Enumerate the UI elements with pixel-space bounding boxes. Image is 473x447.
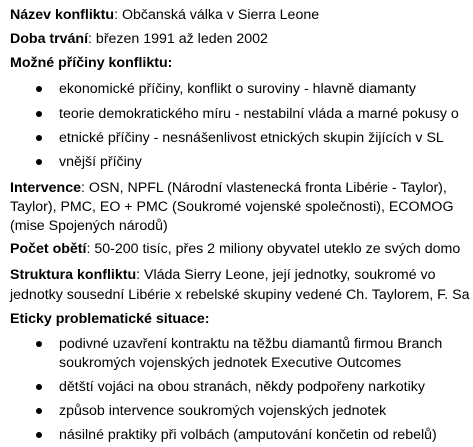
ethics-item-line: způsob intervence soukromých vojenských jednotek — [59, 403, 387, 419]
structure-label: Struktura konfliktu — [10, 267, 137, 283]
structure-line-1 — [10, 265, 436, 285]
cause-item: etnické příčiny - nesnášenlivost etnických skupin žijících v SL — [59, 130, 444, 146]
ethics-item-line: dětští vojáci na obou stranách, někdy podpořeny narkotiky — [59, 379, 425, 395]
cause-item: teorie demokratického míru - nestabilní vláda a marné pokusy o — [59, 106, 459, 122]
casualties-label: Počet obětí — [10, 241, 87, 257]
intervention-value: : OSN, NPFL (Národní vlastenecká fronta Libérie - Taylor), — [80, 180, 447, 196]
bullet-icon — [36, 135, 42, 141]
ethics-item-line: násilné praktiky při volbách (amputování končetin od rebelů) — [59, 427, 437, 443]
bullet-icon — [36, 159, 42, 165]
bullet-icon — [36, 384, 42, 390]
casualties-value: : 50-200 tisíc, přes 2 miliony obyvatel uteklo ze svých domo — [86, 241, 461, 257]
bullet-icon — [36, 408, 42, 414]
intervention-line-3: (mise Spojených národů) — [10, 218, 168, 234]
casualties-line — [10, 239, 460, 259]
bullet-icon — [36, 432, 42, 438]
structure-value: : Vláda Sierry Leone, její jednotky, soukromé vo — [136, 267, 436, 283]
intervention-line-2: Taylor), PMC, EO + PMC (Soukromé vojenské společnosti), ECOMOG — [10, 199, 454, 215]
ethics-heading: Eticky problematické situace: — [10, 311, 210, 327]
conflict-name-label: Název konfliktu — [10, 7, 115, 23]
intervention-label: Intervence — [10, 180, 81, 196]
conflict-name-value: : Občanská válka v Sierra Leone — [114, 7, 320, 23]
causes-heading: Možné příčiny konfliktu: — [10, 55, 173, 71]
conflict-name-line — [10, 5, 319, 25]
bullet-icon — [36, 341, 42, 347]
bullet-icon — [36, 111, 42, 117]
ethics-item-line: soukromých vojenských jednotek Executive Outcomes — [59, 355, 402, 371]
cause-item: vnější příčiny — [59, 154, 142, 170]
duration-line — [10, 29, 268, 49]
cause-item: ekonomické příčiny, konflikt o suroviny - hlavně diamanty — [59, 81, 416, 97]
duration-value: : březen 1991 až leden 2002 — [88, 31, 268, 47]
intervention-line-1 — [10, 178, 447, 198]
ethics-item-line: podivné uzavření kontraktu na těžbu diamantů firmou Branch — [59, 336, 443, 352]
bullet-icon — [36, 86, 42, 92]
structure-line-2: jednotky sousední Libérie x rebelské skupiny vedené Ch. Taylorem, F. Sa — [10, 287, 470, 303]
duration-label: Doba trvání — [10, 31, 89, 47]
